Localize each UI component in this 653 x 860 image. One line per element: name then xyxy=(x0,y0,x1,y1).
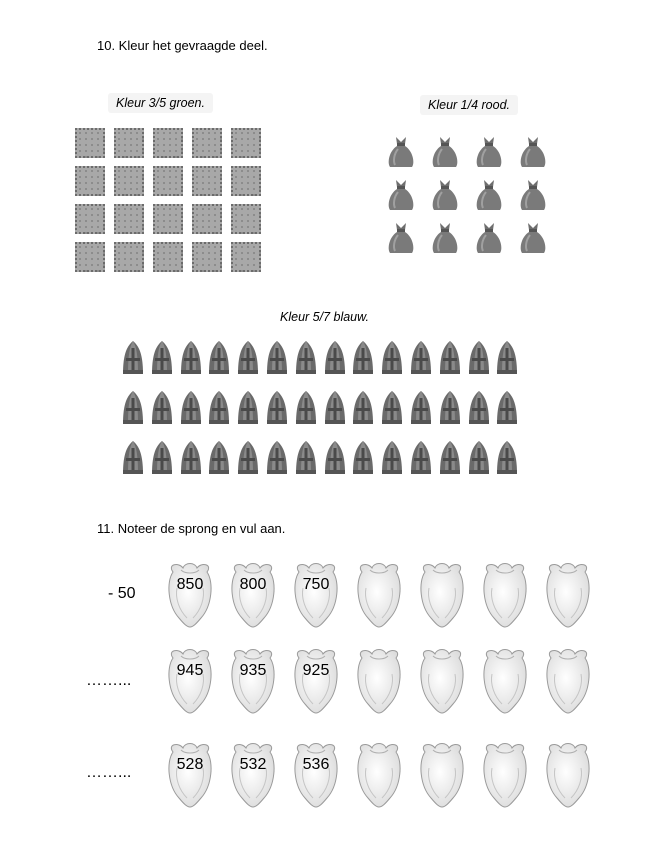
mitre-icon[interactable] xyxy=(180,440,202,478)
sequence-number: 850 xyxy=(176,576,204,593)
mitre-icon[interactable] xyxy=(410,390,432,428)
mitre-icon[interactable] xyxy=(208,390,230,428)
mitre-icon[interactable] xyxy=(151,340,173,378)
question-10-title: 10. Kleur het gevraagde deel. xyxy=(97,38,268,53)
sequence-number: 925 xyxy=(302,662,330,679)
cracker-tile[interactable] xyxy=(75,204,105,234)
sequence-number: 528 xyxy=(176,756,204,773)
beard-icon[interactable] xyxy=(543,558,593,628)
sequence-number: 800 xyxy=(239,576,267,593)
beard-icon[interactable] xyxy=(543,738,593,808)
sequence-number: 750 xyxy=(302,576,330,593)
sack-icon[interactable] xyxy=(474,135,504,171)
mitre-icon[interactable] xyxy=(439,440,461,478)
mitre-icon[interactable] xyxy=(496,390,518,428)
mitre-icon[interactable] xyxy=(468,340,490,378)
cracker-tile[interactable] xyxy=(75,242,105,272)
cracker-tile[interactable] xyxy=(153,242,183,272)
mitre-icon[interactable] xyxy=(324,440,346,478)
cracker-tile[interactable] xyxy=(153,128,183,158)
sequence-row-2 xyxy=(165,644,593,714)
mitre-icon[interactable] xyxy=(122,440,144,478)
sack-icon[interactable] xyxy=(386,135,416,171)
sack-icon[interactable] xyxy=(518,221,548,257)
sack-icon[interactable] xyxy=(430,178,460,214)
beard-icon xyxy=(165,738,215,808)
beard-icon[interactable] xyxy=(354,738,404,808)
mitre-icon[interactable] xyxy=(208,440,230,478)
beard-icon xyxy=(291,644,341,714)
sack-icon[interactable] xyxy=(518,178,548,214)
mitre-icon[interactable] xyxy=(122,390,144,428)
cracker-tile[interactable] xyxy=(153,204,183,234)
row-3-step-blank: ……... xyxy=(86,764,132,781)
caption-mitres: Kleur 5/7 blauw. xyxy=(280,310,369,324)
sequence-number: 532 xyxy=(239,756,267,773)
mitre-grid xyxy=(122,340,518,478)
cracker-tile[interactable] xyxy=(114,128,144,158)
beard-icon[interactable] xyxy=(480,738,530,808)
cracker-tile[interactable] xyxy=(75,128,105,158)
beard-icon[interactable] xyxy=(354,644,404,714)
mitre-icon[interactable] xyxy=(381,440,403,478)
mitre-icon[interactable] xyxy=(352,340,374,378)
beard-icon xyxy=(165,644,215,714)
cracker-tile[interactable] xyxy=(114,166,144,196)
mitre-icon[interactable] xyxy=(410,340,432,378)
cracker-tile[interactable] xyxy=(192,242,222,272)
mitre-icon[interactable] xyxy=(151,390,173,428)
cracker-tile[interactable] xyxy=(231,242,261,272)
cracker-tile[interactable] xyxy=(114,204,144,234)
sequence-number: 935 xyxy=(239,662,267,679)
beard-icon[interactable] xyxy=(543,644,593,714)
mitre-icon[interactable] xyxy=(266,390,288,428)
cracker-tile[interactable] xyxy=(192,166,222,196)
caption-squares: Kleur 3/5 groen. xyxy=(108,93,213,113)
sack-icon[interactable] xyxy=(474,178,504,214)
beard-icon xyxy=(228,644,278,714)
mitre-icon[interactable] xyxy=(266,440,288,478)
cracker-tile[interactable] xyxy=(231,204,261,234)
mitre-icon[interactable] xyxy=(237,390,259,428)
mitre-icon[interactable] xyxy=(295,340,317,378)
mitre-icon[interactable] xyxy=(410,440,432,478)
beard-icon xyxy=(228,738,278,808)
mitre-icon[interactable] xyxy=(439,340,461,378)
beard-icon[interactable] xyxy=(417,558,467,628)
sequence-number: 945 xyxy=(176,662,204,679)
beard-icon xyxy=(165,558,215,628)
sack-icon[interactable] xyxy=(386,221,416,257)
beard-icon xyxy=(291,558,341,628)
cracker-tile[interactable] xyxy=(231,128,261,158)
mitre-icon[interactable] xyxy=(468,440,490,478)
mitre-icon[interactable] xyxy=(295,390,317,428)
row-1-step-label: - 50 xyxy=(108,585,136,602)
mitre-icon[interactable] xyxy=(237,440,259,478)
cracker-grid xyxy=(75,128,261,272)
mitre-icon[interactable] xyxy=(468,390,490,428)
mitre-icon[interactable] xyxy=(496,440,518,478)
cracker-tile[interactable] xyxy=(114,242,144,272)
mitre-icon[interactable] xyxy=(266,340,288,378)
mitre-icon[interactable] xyxy=(352,390,374,428)
bag-grid xyxy=(386,135,548,257)
mitre-icon[interactable] xyxy=(237,340,259,378)
mitre-icon[interactable] xyxy=(324,340,346,378)
cracker-tile[interactable] xyxy=(231,166,261,196)
mitre-icon[interactable] xyxy=(324,390,346,428)
beard-icon xyxy=(291,738,341,808)
beard-icon[interactable] xyxy=(480,644,530,714)
row-2-step-blank: ……... xyxy=(86,672,132,689)
beard-icon[interactable] xyxy=(354,558,404,628)
sequence-row-3 xyxy=(165,738,593,808)
mitre-icon[interactable] xyxy=(439,390,461,428)
mitre-icon[interactable] xyxy=(122,340,144,378)
mitre-icon[interactable] xyxy=(381,340,403,378)
mitre-icon[interactable] xyxy=(381,390,403,428)
cracker-tile[interactable] xyxy=(153,166,183,196)
question-11-title: 11. Noteer de sprong en vul aan. xyxy=(97,521,286,536)
sequence-row-1 xyxy=(165,558,593,628)
mitre-icon[interactable] xyxy=(151,440,173,478)
mitre-icon[interactable] xyxy=(180,340,202,378)
caption-bags: Kleur 1/4 rood. xyxy=(420,95,518,115)
sack-icon[interactable] xyxy=(474,221,504,257)
beard-icon[interactable] xyxy=(417,644,467,714)
beard-icon[interactable] xyxy=(480,558,530,628)
sack-icon[interactable] xyxy=(430,221,460,257)
beard-icon[interactable] xyxy=(417,738,467,808)
cracker-tile[interactable] xyxy=(192,204,222,234)
mitre-icon[interactable] xyxy=(352,440,374,478)
sack-icon[interactable] xyxy=(430,135,460,171)
mitre-icon[interactable] xyxy=(180,390,202,428)
mitre-icon[interactable] xyxy=(295,440,317,478)
cracker-tile[interactable] xyxy=(192,128,222,158)
mitre-icon[interactable] xyxy=(208,340,230,378)
cracker-tile[interactable] xyxy=(75,166,105,196)
sequence-number: 536 xyxy=(302,756,330,773)
mitre-icon[interactable] xyxy=(496,340,518,378)
sack-icon[interactable] xyxy=(386,178,416,214)
beard-icon xyxy=(228,558,278,628)
sack-icon[interactable] xyxy=(518,135,548,171)
